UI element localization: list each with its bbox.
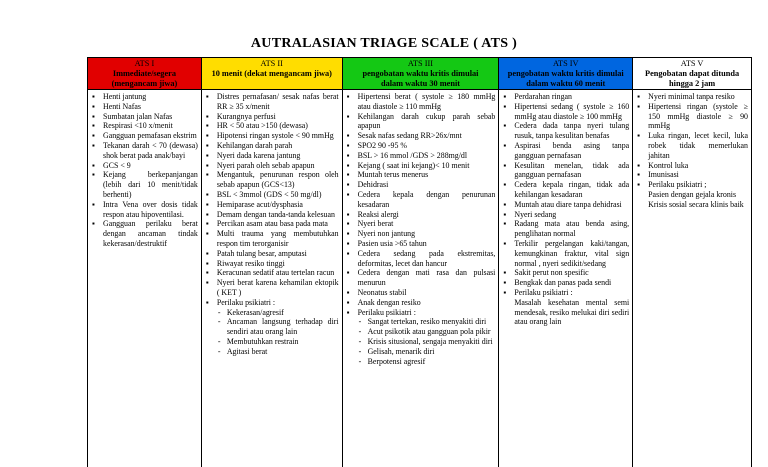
header-ats-5 bbox=[633, 58, 751, 90]
header-timing-2: (mengancam jiwa) bbox=[111, 79, 178, 88]
sub-criterion-item: - Acut psikotik atau gangguan pola pikir bbox=[346, 327, 496, 337]
sub-criterion-item: - Kekerasan/agresif bbox=[205, 308, 339, 318]
criterion-item: ▪ Gangguan perilaku berat dengan ancaman tindak kekerasan/destruktif bbox=[91, 219, 198, 248]
criterion-item: ▪ Cedera kepala dengan penurunan kesadaran bbox=[346, 190, 496, 210]
column-ats-1 bbox=[88, 58, 202, 467]
criterion-item: ▪ Hipertensi sedang ( systole ≥ 160 mmHg atau diastole ≥ 100 mmHg bbox=[502, 102, 629, 122]
criterion-item: ▪ Nyeri berat bbox=[346, 219, 496, 229]
header-timing: Pengobatan dapat ditunda bbox=[645, 69, 740, 78]
document-title: AUTRALASIAN TRIAGE SCALE ( ATS ) bbox=[250, 36, 518, 51]
criterion-item: ▪ Anak dengan resiko bbox=[346, 298, 496, 308]
header-timing: Immediate/segera bbox=[112, 69, 176, 78]
criterion-item: ▪ Multi trauma yang membutuhkan respon tim terorganisir bbox=[205, 229, 339, 249]
sub-criterion-item: - Ancaman langsung terhadap diri sendiri atau orang lain bbox=[205, 317, 339, 337]
criterion-item: ▪ Kesulitan menelan, tidak ada gangguan pernafasan bbox=[502, 161, 629, 181]
criterion-item: ▪ Hipertensi ringan (systole ≥ 150 mmHg diastole ≥ 90 mmHg bbox=[636, 102, 748, 131]
criterion-item: ▪ Perilaku psikiatri : bbox=[502, 288, 629, 298]
criterion-item: ▪ Pasien usia >65 tahun bbox=[346, 239, 496, 249]
header-timing-2: hingga 2 jam bbox=[669, 79, 716, 88]
sub-criterion-item: - Agitasi berat bbox=[205, 347, 339, 357]
criterion-item: ▪ Dehidrasi bbox=[346, 180, 496, 190]
criterion-item: ▪ Keracunan sedatif atau tertelan racun bbox=[205, 268, 339, 278]
criterion-item: ▪ Mengantuk, penurunan respon oleh sebab apapun (GCS<13) bbox=[205, 170, 339, 190]
column-ats-3 bbox=[343, 58, 500, 467]
criterion-item: ▪ Sesak nafas sedang RR>26x/mnt bbox=[346, 131, 496, 141]
criteria-list-ats-4 bbox=[502, 92, 629, 327]
criterion-item: ▪ Hipotensi ringan systole < 90 mmHg bbox=[205, 131, 339, 141]
criterion-item: ▪ HR < 50 atau >150 (dewasa) bbox=[205, 121, 339, 131]
header-timing-2: dalam waktu 30 menit bbox=[380, 79, 461, 88]
criterion-item: ▪ Demam dengan tanda-tanda kelesuan bbox=[205, 210, 339, 220]
criterion-item: ▪ Hipertensi berat ( systole ≥ 180 mmHg atau diastole ≥ 110 mmHg bbox=[346, 92, 496, 112]
criterion-item: ▪ Cedera sedang pada ekstremitas, deformitas, lecet dan hancur bbox=[346, 249, 496, 269]
criterion-item: ▪ Perdarahan ringan bbox=[502, 92, 629, 102]
criterion-item: ▪ Imunisasi bbox=[636, 170, 748, 180]
criteria-list-ats-5 bbox=[636, 92, 748, 210]
criteria-list-ats-3 bbox=[346, 92, 496, 366]
criterion-item: ▪ Muntah terus menerus bbox=[346, 170, 496, 180]
criterion-item: ▪ Terkilir pergelangan kaki/tangan, kemungkinan fraktur, vital sign normal , nyeri sedikit/sedang bbox=[502, 239, 629, 268]
column-ats-4 bbox=[499, 58, 633, 467]
column-ats-5 bbox=[633, 58, 752, 467]
header-ats-2 bbox=[202, 58, 342, 90]
criterion-item: ▪ Bengkak dan panas pada sendi bbox=[502, 278, 629, 288]
criterion-item: ▪ Cedera dada tanpa nyeri tulang rusuk, tanpa kesulitan benafas bbox=[502, 121, 629, 141]
triage-table bbox=[87, 57, 752, 467]
criterion-item: ▪ Perilaku psikiatri ; bbox=[636, 180, 748, 190]
criterion-item: ▪ Kejang berkepanjangan (lebih dari 10 menit/tidak berhenti) bbox=[91, 170, 198, 199]
sub-criterion-item: - Sangat tertekan, resiko menyakiti diri bbox=[346, 317, 496, 327]
criteria-list-ats-2 bbox=[205, 92, 339, 357]
sub-criterion-item: - Gelisah, menarik diri bbox=[346, 347, 496, 357]
criterion-item: ▪ Kejang ( saat ini kejang)< 10 menit bbox=[346, 161, 496, 171]
criterion-item: ▪ Sumbatan jalan Nafas bbox=[91, 112, 198, 122]
criterion-item: ▪ Cedera dengan mati rasa dan pulsasi menurun bbox=[346, 268, 496, 288]
criterion-item: ▪ Tekanan darah < 70 (dewasa) shok berat pada anak/bayi bbox=[91, 141, 198, 161]
criterion-item: ▪ GCS < 9 bbox=[91, 161, 198, 171]
criterion-item: ▪ Respirasi <10 x/menit bbox=[91, 121, 198, 131]
criterion-item: ▪ Nyeri minimal tanpa resiko bbox=[636, 92, 748, 102]
criterion-item: ▪ Distres pernafasan/ sesak nafas berat RR ≥ 35 x/menit bbox=[205, 92, 339, 112]
criterion-item: ▪ Nyeri dada karena jantung bbox=[205, 151, 339, 161]
sub-criterion-item: - Berpotensi agresif bbox=[346, 357, 496, 367]
column-ats-2 bbox=[202, 58, 343, 467]
criterion-item: ▪ Luka ringan, lecet kecil, luka robek tidak memerlukan jahitan bbox=[636, 131, 748, 160]
header-level: ATS I bbox=[134, 59, 155, 68]
criterion-item: ▪ Percikan asam atau basa pada mata bbox=[205, 219, 339, 229]
criterion-item: ▪ Hemiparase acut/dysphasia bbox=[205, 200, 339, 210]
criterion-item: ▪ Perilaku psikiatri : bbox=[346, 308, 496, 318]
criterion-item: ▪ Nyeri non jantung bbox=[346, 229, 496, 239]
header-level: ATS III bbox=[407, 59, 434, 68]
criterion-item: ▪ Nyeri sedang bbox=[502, 210, 629, 220]
header-timing: pengobatan waktu kritis dimulai bbox=[362, 69, 479, 78]
criterion-item: ▪ Nyeri berat karena kehamilan ektopik ( KET ) bbox=[205, 278, 339, 298]
criterion-item: ▪ BSL < 3mmol (GDS < 50 mg/dl) bbox=[205, 190, 339, 200]
sub-criterion-item: - Krisis situsional, sengaja menyakiti diri bbox=[346, 337, 496, 347]
criterion-item: ▪ Muntah atau diare tanpa dehidrasi bbox=[502, 200, 629, 210]
criterion-item: ▪ Aspirasi benda asing tanpa gangguan pernafasan bbox=[502, 141, 629, 161]
criterion-item: ▪ Patah tulang besar, amputasi bbox=[205, 249, 339, 259]
header-level: ATS IV bbox=[552, 59, 579, 68]
criterion-item: ▪ SPO2 90 -95 % bbox=[346, 141, 496, 151]
criterion-item: ▪ Intra Vena over dosis tidak respon atau hipoventilasi. bbox=[91, 200, 198, 220]
criteria-list-ats-1 bbox=[91, 92, 198, 249]
criterion-item: ▪ Riwayat resiko tinggi bbox=[205, 259, 339, 269]
criterion-item: Pasien dengan gejala kronis bbox=[648, 189, 737, 199]
criterion-item: Krisis sosial secara klinis baik bbox=[648, 199, 744, 209]
header-ats-4 bbox=[499, 58, 632, 90]
header-ats-3 bbox=[343, 58, 499, 90]
criterion-item: ▪ Cedera kepala ringan, tidak ada kehilangan kesadaran bbox=[502, 180, 629, 200]
criterion-item: ▪ Reaksi alergi bbox=[346, 210, 496, 220]
criterion-item: ▪ Gangguan pemafasan ekstrim bbox=[91, 131, 198, 141]
criterion-item: ▪ Neonatus stabil bbox=[346, 288, 496, 298]
criterion-item: ▪ BSL > 16 mmol /GDS > 288mg/dl bbox=[346, 151, 496, 161]
criterion-item: ▪ Henti Nafas bbox=[91, 102, 198, 112]
header-timing: pengobatan waktu kritis dimulai bbox=[507, 69, 624, 78]
criterion-item: ▪ Radang mata atau benda asing, penglihatan normal bbox=[502, 219, 629, 239]
criterion-item: ▪ Henti jantung bbox=[91, 92, 198, 102]
header-timing: 10 menit (dekat mengancam jiwa) bbox=[211, 69, 332, 78]
criterion-item: ▪ Kehilangan darah cukup parah sebab apapun bbox=[346, 112, 496, 132]
criterion-item: ▪ Sakit perut non spesific bbox=[502, 268, 629, 278]
header-level: ATS II bbox=[260, 59, 283, 68]
header-ats-1 bbox=[88, 58, 201, 90]
criterion-item: ▪ Kontrol luka bbox=[636, 161, 748, 171]
criterion-item: ▪ Nyeri parah oleh sebab apapun bbox=[205, 161, 339, 171]
header-level: ATS V bbox=[680, 59, 704, 68]
criterion-item: Masalah kesehatan mental semi mendesak, resiko melukai diri sediri atau orang lain bbox=[514, 297, 630, 327]
sub-criterion-item: - Membutuhkan restrain bbox=[205, 337, 339, 347]
criterion-item: ▪ Kehilangan darah parah bbox=[205, 141, 339, 151]
criterion-item: ▪ Kurangnya perfusi bbox=[205, 112, 339, 122]
header-timing-2: dalam waktu 60 menit bbox=[526, 79, 606, 88]
criterion-item: ▪ Perilaku psikiatri : bbox=[205, 298, 339, 308]
